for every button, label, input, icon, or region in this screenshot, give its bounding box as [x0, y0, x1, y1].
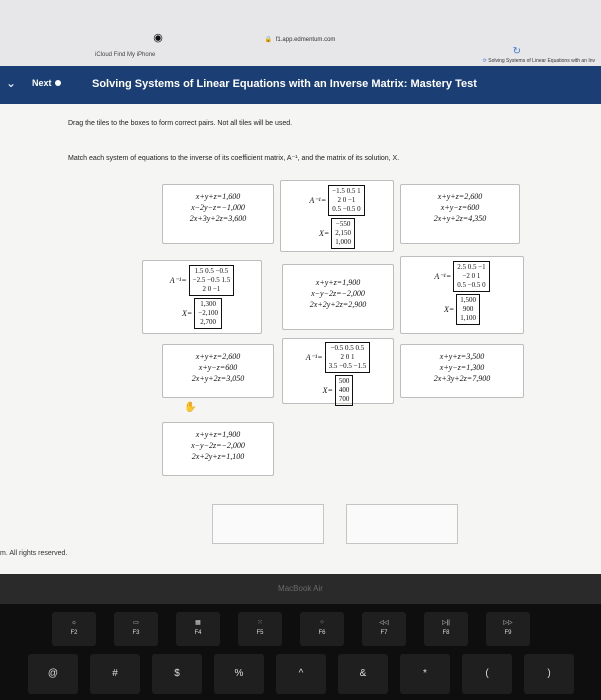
sidebar-toggle-icon[interactable]: ◉ — [153, 32, 163, 44]
drop-box-1[interactable] — [212, 504, 324, 544]
matrix-row: 500 — [338, 377, 350, 385]
instruction-drag: Drag the tiles to the boxes to form correct pairs. Not all tiles will be used. — [68, 120, 293, 127]
equation-line: x+y−z=1,300 — [439, 363, 485, 372]
matrix-row: 1,000 — [335, 238, 352, 246]
next-dot-icon — [55, 80, 61, 86]
tile-matrix-4[interactable] — [282, 338, 394, 404]
launchpad-icon: ▦ — [195, 620, 201, 626]
tile-equations-1[interactable] — [162, 184, 274, 244]
x-matrix — [194, 298, 222, 329]
key-f5[interactable] — [238, 612, 282, 646]
key-f8[interactable] — [424, 612, 468, 646]
equation-line: x+y+z=3,500 — [439, 352, 485, 361]
tile-matrix-3[interactable] — [400, 256, 524, 334]
tile-equations-4[interactable] — [162, 344, 274, 398]
x-label: X= — [443, 305, 455, 314]
matrix-row: −2 0 1 — [462, 272, 481, 280]
ainv-matrix — [453, 261, 489, 292]
key-f4[interactable] — [176, 612, 220, 646]
key-label: F3 — [132, 630, 140, 636]
reload-icon[interactable]: ↻ — [512, 46, 521, 57]
matrix-row: 0.5 −0.5 0 — [332, 205, 361, 213]
key-f7[interactable] — [362, 612, 406, 646]
url-text: f1.app.edmentum.com — [275, 37, 336, 43]
tab-icloud[interactable]: iCloud Find My iPhone — [95, 52, 156, 58]
ainv-label: A⁻¹= — [434, 272, 452, 281]
equation-line: 2x+y+2z=4,350 — [433, 214, 487, 223]
rewind-icon: ◁◁ — [379, 620, 389, 626]
ainv-matrix — [189, 265, 235, 296]
laptop-brand: MacBook Air — [278, 584, 323, 593]
matrix-row: 400 — [338, 386, 350, 394]
tab-current[interactable]: ⟳ Solving Systems of Linear Equations with an Inv — [482, 58, 595, 64]
key-f3[interactable] — [114, 612, 158, 646]
matrix-row: 1,100 — [460, 314, 477, 322]
ainv-label: A⁻¹= — [309, 196, 327, 205]
play-pause-icon: ▷|| — [442, 620, 450, 626]
matrix-row: 1.5 0.5 −0.5 — [194, 267, 229, 275]
key-label: F5 — [256, 630, 264, 636]
tile-equations-6[interactable] — [162, 422, 274, 476]
matrix-row: −550 — [335, 220, 351, 228]
matrix-row: 2 0 −1 — [337, 196, 356, 204]
instruction-match: Match each system of equations to the inverse of its coefficient matrix, A⁻¹, and the matrix of its solution, X. — [68, 155, 400, 162]
matrix-row: −0.5 0.5 0.5 — [330, 344, 365, 352]
key-label: F9 — [504, 630, 512, 636]
matrix-row: 0.5 −0.5 0 — [457, 281, 486, 289]
equation-line: 2x+y+2z=3,050 — [191, 374, 245, 383]
equation-line: 2x+2y+z=1,100 — [191, 452, 245, 461]
equation-line: x+y−z=600 — [198, 363, 238, 372]
key-percent[interactable]: % — [214, 654, 264, 694]
key-dollar[interactable]: $ — [152, 654, 202, 694]
matrix-row: 2 0 −1 — [202, 285, 221, 293]
page-title: Solving Systems of Linear Equations with an Inverse Matrix: Mastery Test — [92, 78, 477, 90]
key-caret[interactable]: ^ — [276, 654, 326, 694]
laptop-bezel — [0, 574, 601, 604]
key-f2[interactable] — [52, 612, 96, 646]
matrix-row: 1,300 — [200, 300, 217, 308]
mission-control-icon: ▭ — [133, 620, 139, 626]
key-label: F6 — [318, 630, 326, 636]
x-label: X= — [182, 309, 193, 318]
fast-forward-icon: ▷▷ — [503, 620, 513, 626]
equation-line: x−y−2z=−2,000 — [311, 289, 365, 298]
tile-matrix-1[interactable] — [280, 180, 394, 252]
matrix-row: 1,500 — [460, 296, 477, 304]
lock-icon: 🔒 — [264, 37, 273, 43]
keyboard — [0, 604, 601, 700]
key-hash[interactable]: # — [90, 654, 140, 694]
matrix-row: 900 — [462, 305, 474, 313]
drag-cursor-icon: ✋ — [184, 402, 197, 413]
drop-box-2[interactable] — [346, 504, 458, 544]
equation-line: 2x+3y+2z=3,600 — [189, 214, 247, 223]
keyboard-light-icon: ⁘ — [319, 620, 325, 626]
tile-equations-5[interactable] — [400, 344, 524, 398]
key-label: F7 — [380, 630, 388, 636]
key-right-paren[interactable]: ) — [524, 654, 574, 694]
keyboard-light-icon: ⁙ — [257, 620, 263, 626]
ainv-label: A⁻¹= — [305, 353, 323, 362]
edmentum-icon: ⟳ — [482, 58, 489, 64]
key-label: F2 — [70, 630, 78, 636]
matrix-row: −2.5 −0.5 1.5 — [192, 276, 231, 284]
key-f9[interactable] — [486, 612, 530, 646]
x-label: X= — [322, 386, 333, 395]
equation-line: x+y+z=1,600 — [195, 192, 241, 201]
key-label: F4 — [194, 630, 202, 636]
tile-matrix-2[interactable] — [142, 260, 262, 334]
matrix-row: 2.5 0.5 −1 — [457, 263, 486, 271]
matrix-row: −2,100 — [198, 309, 218, 317]
equation-line: x+y+z=1,900 — [315, 278, 361, 287]
matrix-row: 2,150 — [335, 229, 352, 237]
ainv-matrix — [325, 342, 371, 373]
brightness-icon: ☼ — [71, 620, 77, 626]
matrix-row: −1.5 0.5 1 — [332, 187, 361, 195]
copyright-text: m. All rights reserved. — [0, 550, 68, 557]
matrix-row: 2,700 — [200, 318, 217, 326]
equation-line: x−2y−z=−1,000 — [191, 203, 245, 212]
matrix-row: 2 0 1 — [340, 353, 355, 361]
equation-line: x−y−2z=−2,000 — [191, 441, 245, 450]
key-label: F8 — [442, 630, 450, 636]
key-asterisk[interactable]: * — [400, 654, 450, 694]
key-at[interactable]: @ — [28, 654, 78, 694]
app-header — [0, 66, 601, 104]
key-left-paren[interactable]: ( — [462, 654, 512, 694]
next-button[interactable]: Next — [32, 78, 61, 88]
key-f6[interactable] — [300, 612, 344, 646]
equation-line: x+y+z=2,600 — [437, 192, 483, 201]
ainv-matrix — [328, 185, 364, 216]
tile-equations-3[interactable] — [282, 264, 394, 330]
matrix-row: 3.5 −0.5 −1.5 — [328, 362, 367, 370]
equation-line: x+y+z=2,600 — [195, 352, 241, 361]
x-label: X= — [318, 229, 330, 238]
matrix-row: 700 — [338, 395, 350, 403]
x-matrix — [331, 218, 355, 249]
chevron-down-icon[interactable]: ⌄ — [6, 76, 17, 90]
address-bar[interactable] — [150, 33, 450, 47]
tile-equations-2[interactable] — [400, 184, 520, 244]
browser-chrome — [0, 0, 601, 66]
x-matrix — [456, 294, 480, 325]
question-area — [0, 104, 601, 574]
equation-line: x+y−z=600 — [440, 203, 480, 212]
key-ampersand[interactable]: & — [338, 654, 388, 694]
equation-line: 2x+3y+2z=7,900 — [433, 374, 491, 383]
x-matrix — [335, 375, 354, 406]
equation-line: 2x+2y+2z=2,900 — [309, 300, 367, 309]
equation-line: x+y+z=1,900 — [195, 430, 241, 439]
ainv-label: A⁻¹= — [169, 276, 187, 285]
